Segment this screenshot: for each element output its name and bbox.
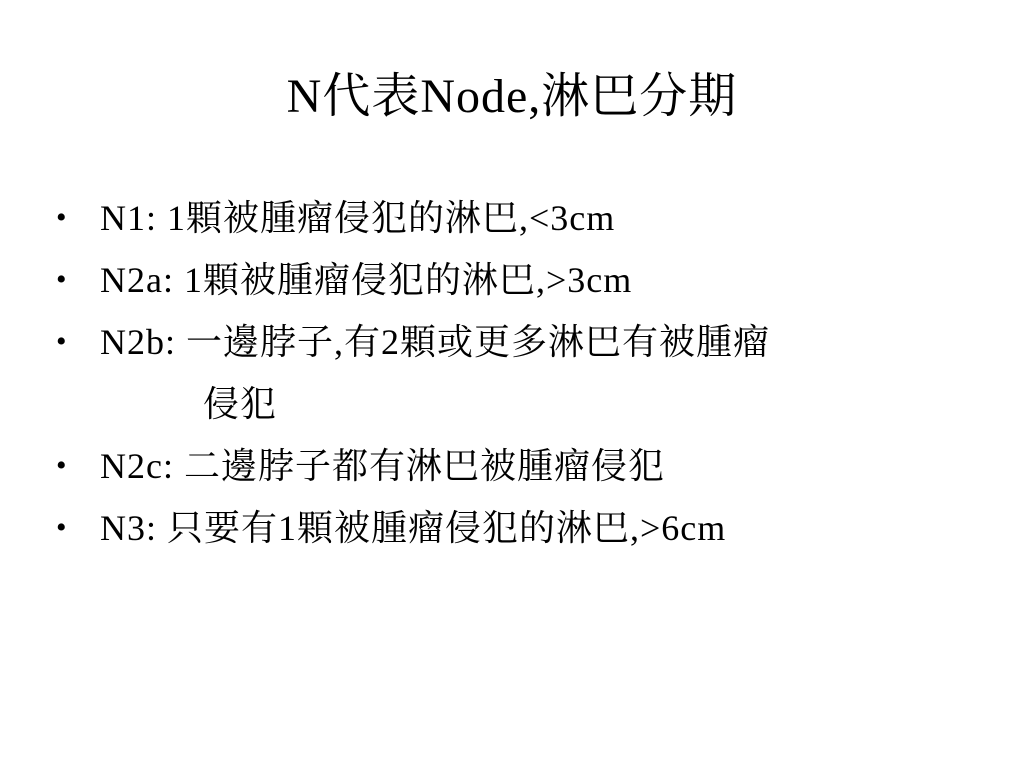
slide-title: N代表Node,淋巴分期 (286, 70, 738, 123)
stage-label: N3: (100, 508, 167, 548)
stage-label: N1: (100, 198, 167, 238)
list-item (56, 249, 986, 311)
stage-description: 二邊脖子都有淋巴被腫瘤侵犯 (183, 446, 665, 486)
list-item (56, 187, 986, 249)
list-item (56, 311, 986, 435)
list-item (56, 497, 986, 559)
stage-description: 1顆被腫瘤侵犯的淋巴,>3cm (183, 260, 633, 300)
bullet-icon: • (56, 511, 68, 544)
wrapped-item-content (100, 311, 770, 435)
stage-description-continuation: 侵犯 (203, 384, 278, 424)
bullet-icon: • (56, 201, 68, 234)
stage-description: 1顆被腫瘤侵犯的淋巴,<3cm (167, 198, 616, 238)
list-item (56, 435, 986, 497)
stage-label: N2b: (100, 322, 186, 362)
stage-label: N2a: (100, 260, 184, 300)
stage-label: N2c: (100, 446, 184, 486)
stage-description: 一邊脖子,有2顆或更多淋巴有被腫瘤 (186, 322, 771, 362)
bullet-icon: • (56, 263, 68, 296)
bullet-icon: • (56, 325, 68, 358)
bullet-icon: • (56, 449, 68, 482)
stage-description: 只要有1顆被腫瘤侵犯的淋巴,>6cm (167, 508, 727, 548)
bullet-list (56, 187, 986, 559)
